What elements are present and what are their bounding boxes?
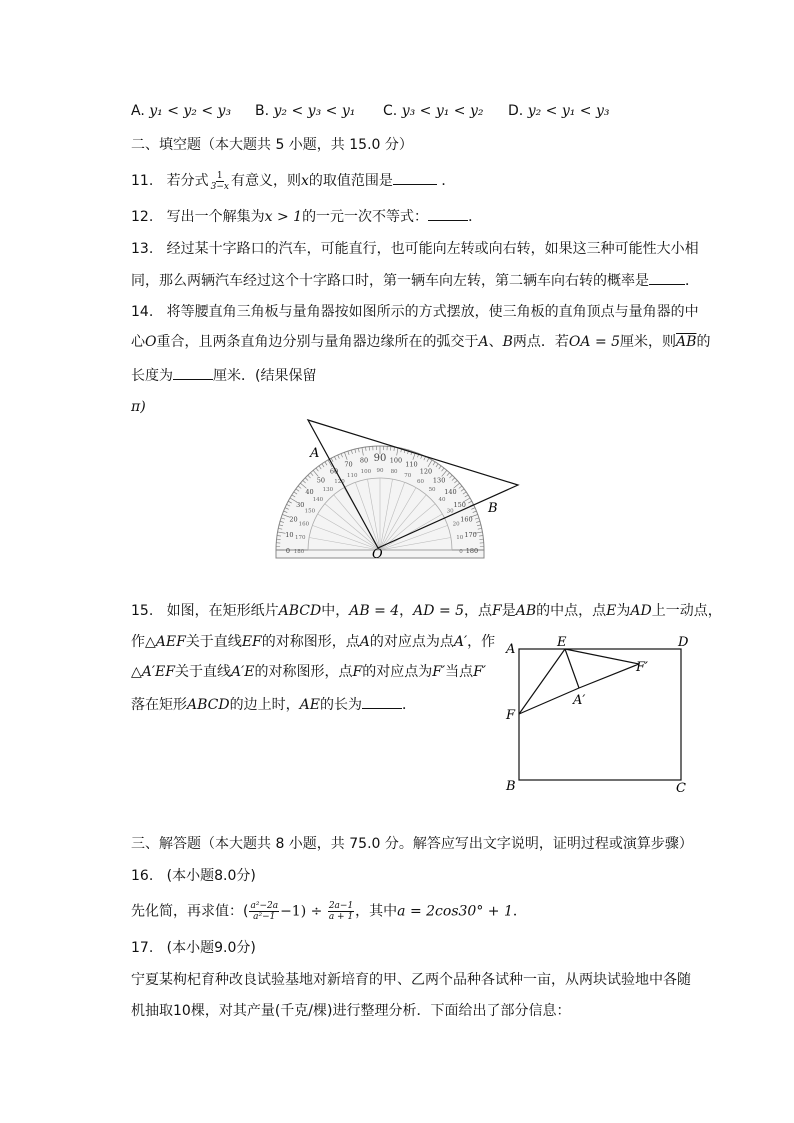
fraction: $\frac{2a-1}{a + 1}$	[328, 901, 354, 922]
label-o: O	[372, 547, 383, 562]
protractor-inner-label: 140	[312, 496, 324, 503]
protractor-inner-label: 120	[334, 478, 345, 485]
answer-blank	[173, 365, 213, 380]
label-b: B	[506, 779, 516, 794]
segment-ea2	[565, 649, 579, 688]
question-17-header: 17. (本小题9.0分)	[131, 940, 256, 956]
answer-blank	[428, 206, 468, 221]
label-d: D	[678, 635, 689, 650]
protractor-inner-label: 60	[417, 478, 424, 485]
protractor-outer-label: 100	[389, 456, 403, 465]
question-14-line-1: 14. 将等腰直角三角板与量角器按如图所示的方式摆放，使三角板的直角顶点与量角器的中	[131, 304, 699, 320]
protractor-inner-label: 100	[360, 469, 372, 476]
protractor-inner-label: 110	[347, 472, 358, 479]
protractor-outer-label: 80	[359, 456, 369, 465]
section-2-heading: 二、填空题（本大题共 5 小题，共 15.0 分）	[131, 137, 413, 153]
protractor-outer-label: 10	[285, 531, 294, 540]
protractor-outer-label: 50	[316, 476, 326, 485]
question-15-line-4: 落在矩形ABCD的边上时，AE的长为 ．	[131, 694, 416, 715]
question-13-line-1: 13. 经过某十字路口的汽车，可能直行，也可能向左转或向右转，如果这三种可能性大小相	[131, 241, 699, 257]
option-c: C. y₃ < y₁ < y₂	[383, 103, 484, 119]
protractor-outer-label: 20	[289, 515, 298, 524]
rectangle-abcd	[519, 649, 681, 780]
fraction: $\frac{1}{3-x}$	[210, 170, 229, 192]
segment-a2f2	[579, 664, 639, 688]
section-3-heading: 三、解答题（本大题共 8 小题，共 75.0 分。解答应写出文字说明，证明过程或演算步骤）	[131, 836, 693, 852]
option-d: D. y₂ < y₁ < y₃	[508, 103, 610, 119]
question-11: 11. 若分式 $\frac{1}{3-x}$ 有意义，则x的取值范围是 ．	[131, 170, 456, 192]
question-15-line-2: 作△AEF关于直线EF的对称图形，点A的对应点为点A′，作	[131, 634, 496, 650]
question-13-line-2: 同，那么两辆汽车经过这个十字路口时，第一辆车向左转，第二辆车向右转的概率是 ．	[131, 270, 699, 291]
segment-ef2	[565, 649, 639, 664]
protractor-inner-label: 90	[376, 468, 384, 474]
question-16-body: 先化简，再求值：( $\frac{\text{a²−2a}}{\text{a²−1}}$ −1) ÷ $\frac{2a-1}{a + 1}$ ，其中a = 2cos30° + 1．	[131, 901, 527, 922]
protractor-outer-label: 70	[344, 460, 353, 469]
question-14-line-2: 心O重合，且两条直角边分别与量角器边缘所在的弧交于A、B两点．若OA = 5厘米，则$\overline{AB}$的	[131, 334, 711, 350]
question-17-line-2: 机抽取10棵，对其产量(千克/棵)进行整理分析．下面给出了部分信息：	[131, 1003, 571, 1019]
question-17-line-1: 宁夏某枸杞育种改良试验基地对新培育的甲、乙两个品种各试种一亩，从两块试验地中各随	[131, 972, 691, 988]
protractor-inner-label: 80	[390, 469, 398, 476]
label-f: F	[506, 708, 516, 723]
answer-blank	[362, 694, 402, 709]
protractor-outer-label: 170	[464, 531, 477, 540]
protractor-inner-label: 20	[452, 521, 460, 528]
protractor-inner-label: 70	[404, 472, 412, 479]
label-a: A	[310, 446, 320, 461]
question-14-line-4: π)	[131, 399, 146, 415]
label-a: A	[506, 642, 516, 657]
protractor-inner-label: 30	[446, 508, 454, 515]
label-f-prime: F′	[636, 660, 648, 675]
protractor-outer-label: 150	[453, 501, 466, 509]
question-12: 12. 写出一个解集为x > 1的一元一次不等式： ．	[131, 206, 482, 227]
protractor-inner-label: 50	[428, 486, 436, 493]
label-b: B	[488, 501, 498, 516]
protractor-inner-label: 130	[322, 486, 334, 493]
label-c: C	[676, 781, 686, 796]
question-15-line-1: 15. 如图，在矩形纸片ABCD中，AB = 4，AD = 5，点F是AB的中点，点E为AD上一动点，	[131, 603, 722, 619]
option-b: B. y₂ < y₃ < y₁	[255, 103, 356, 119]
protractor-outer-label: 130	[432, 476, 446, 485]
protractor-outer-label: 60	[329, 467, 339, 476]
protractor-inner-label: 0	[459, 549, 463, 555]
question-14-line-3: 长度为 厘米．(结果保留	[131, 365, 316, 386]
protractor-outer-label: 30	[296, 501, 305, 509]
question-16-header: 16. (本小题8.0分)	[131, 868, 256, 884]
answer-blank	[393, 170, 437, 185]
protractor-outer-label: 90	[373, 453, 387, 464]
answer-blank	[649, 270, 685, 285]
protractor	[276, 446, 484, 558]
label-a-prime: A′	[573, 693, 586, 708]
fraction: $\frac{\text{a²−2a}}{\text{a²−1}}$	[250, 901, 279, 922]
label-e: E	[557, 635, 567, 650]
protractor-outer-label: 0	[285, 547, 291, 555]
question-15-line-3: △A′EF关于直线A′E的对称图形，点F的对应点为F′当点F′	[131, 664, 487, 680]
protractor-outer-label: 110	[405, 460, 418, 469]
protractor-outer-label: 120	[419, 467, 433, 476]
protractor-inner-label: 170	[294, 534, 306, 541]
rectangle-figure	[500, 630, 700, 800]
protractor-outer-label: 140	[444, 487, 457, 496]
protractor-inner-label: 40	[438, 496, 446, 503]
protractor-inner-label: 160	[298, 521, 310, 528]
option-a: A. y₁ < y₂ < y₃	[131, 103, 232, 119]
protractor-outer-label: 40	[305, 487, 314, 496]
protractor-inner-label: 150	[304, 508, 316, 515]
protractor-figure	[270, 415, 530, 565]
protractor-outer-label: 160	[460, 515, 473, 524]
protractor-outer-label: 180	[465, 547, 479, 555]
protractor-inner-label: 180	[293, 549, 305, 555]
protractor-inner-label: 10	[456, 534, 464, 541]
